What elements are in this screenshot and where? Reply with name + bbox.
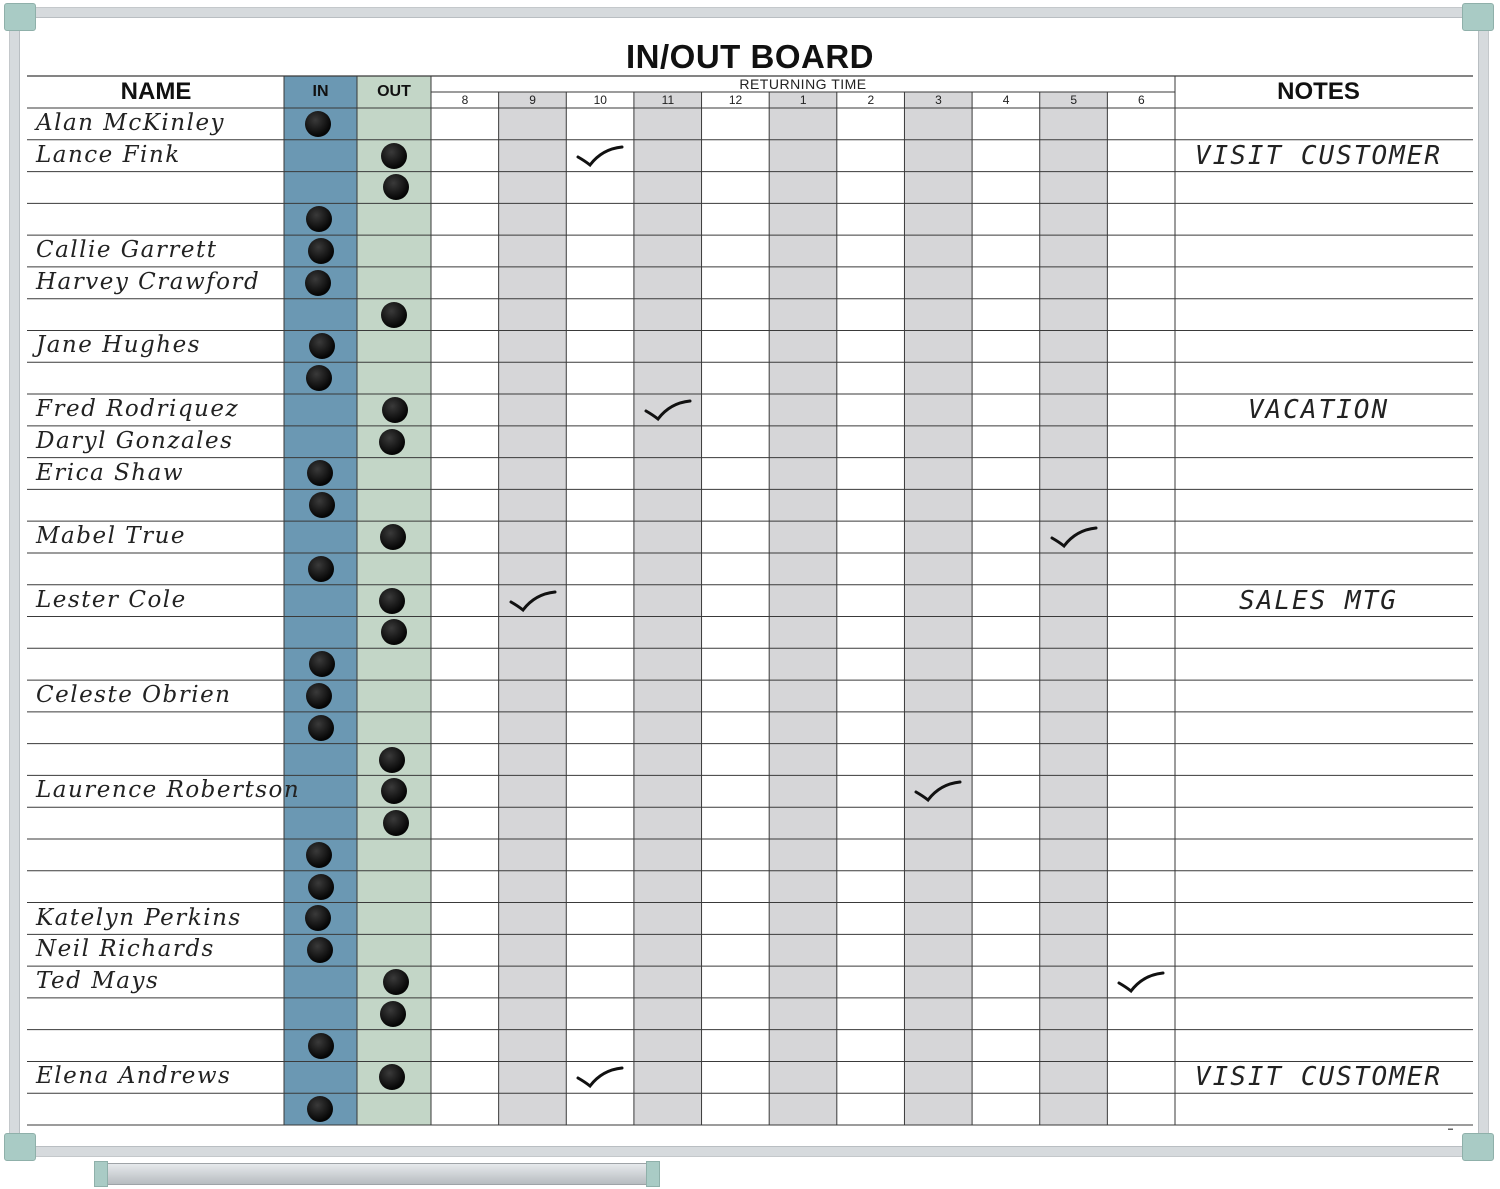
person-name[interactable]: Alan McKinley xyxy=(36,110,226,136)
person-name[interactable]: Laurence Robertson xyxy=(36,777,301,804)
return-time-check-icon[interactable] xyxy=(914,778,964,804)
in-status-magnet[interactable] xyxy=(306,842,332,868)
hour-label: 5 xyxy=(1070,93,1078,107)
hour-column-shade xyxy=(634,92,702,1125)
hour-label: 10 xyxy=(593,93,607,107)
notes-column-header: NOTES xyxy=(1277,78,1360,105)
in-status-magnet[interactable] xyxy=(305,270,331,296)
out-status-magnet[interactable] xyxy=(383,969,409,995)
return-time-check-icon[interactable] xyxy=(644,397,694,423)
person-name[interactable]: Mabel True xyxy=(36,523,187,550)
return-time-check-icon[interactable] xyxy=(576,143,626,169)
hour-column-shade xyxy=(1040,92,1108,1125)
out-status-magnet[interactable] xyxy=(381,143,407,169)
return-time-check-icon[interactable] xyxy=(509,588,559,614)
hour-label: 8 xyxy=(461,93,469,107)
out-status-magnet[interactable] xyxy=(383,810,409,836)
in-status-magnet[interactable] xyxy=(308,874,334,900)
hour-label: 6 xyxy=(1138,93,1145,107)
hour-label: 9 xyxy=(529,93,536,107)
out-status-magnet[interactable] xyxy=(379,588,405,614)
out-status-magnet[interactable] xyxy=(379,429,405,455)
hour-label: 3 xyxy=(935,93,942,107)
hour-label: 2 xyxy=(867,93,875,107)
person-name[interactable]: Neil Richards xyxy=(36,936,215,963)
person-name[interactable]: Harvey Crawford xyxy=(36,268,261,295)
in-status-magnet[interactable] xyxy=(308,715,334,741)
hour-label: 11 xyxy=(661,93,675,107)
in-status-magnet[interactable] xyxy=(308,238,334,264)
person-name[interactable]: Lance Fink xyxy=(36,141,181,168)
in-column-fill xyxy=(284,76,357,1125)
brand-logo: ▬ xyxy=(1448,1126,1453,1132)
note-text[interactable]: SALES MTG xyxy=(1239,585,1398,616)
out-status-magnet[interactable] xyxy=(382,397,408,423)
in-status-magnet[interactable] xyxy=(309,651,335,677)
in-status-magnet[interactable] xyxy=(308,1033,334,1059)
in-status-magnet[interactable] xyxy=(305,111,331,137)
note-text[interactable]: VISIT CUSTOMER xyxy=(1194,140,1443,171)
person-name[interactable]: Lester Cole xyxy=(36,586,187,613)
person-name[interactable]: Jane Hughes xyxy=(36,332,201,359)
hour-label: 1 xyxy=(799,93,807,107)
person-name[interactable]: Katelyn Perkins xyxy=(36,904,242,931)
in-status-magnet[interactable] xyxy=(308,556,334,582)
note-text[interactable]: VACATION xyxy=(1247,395,1390,426)
person-name[interactable]: Callie Garrett xyxy=(36,237,218,264)
out-column-header: OUT xyxy=(377,83,411,100)
in-status-magnet[interactable] xyxy=(306,683,332,709)
person-name[interactable]: Celeste Obrien xyxy=(36,682,232,709)
board-title: IN/OUT BOARD xyxy=(626,38,874,75)
in-status-magnet[interactable] xyxy=(306,365,332,391)
person-name[interactable]: Elena Andrews xyxy=(36,1063,232,1090)
person-name[interactable]: Fred Rodriquez xyxy=(36,396,240,423)
return-time-check-icon[interactable] xyxy=(1050,524,1100,550)
in-status-magnet[interactable] xyxy=(307,1096,333,1122)
in-column-header: IN xyxy=(312,83,329,100)
name-column-header: NAME xyxy=(120,78,192,105)
return-time-check-icon[interactable] xyxy=(1117,969,1167,995)
out-status-magnet[interactable] xyxy=(381,302,407,328)
person-name[interactable]: Erica Shaw xyxy=(36,459,185,486)
out-status-magnet[interactable] xyxy=(380,1001,406,1027)
hour-column-shade xyxy=(769,92,837,1125)
hour-column-shade xyxy=(904,92,972,1125)
hour-label: 12 xyxy=(728,93,743,107)
return-time-check-icon[interactable] xyxy=(576,1064,626,1090)
out-status-magnet[interactable] xyxy=(379,747,405,773)
person-name[interactable]: Ted Mays xyxy=(36,968,160,995)
hour-label: 4 xyxy=(1002,93,1010,107)
note-text[interactable]: VISIT CUSTOMER xyxy=(1194,1062,1443,1093)
person-name[interactable]: Daryl Gonzales xyxy=(36,427,234,454)
out-status-magnet[interactable] xyxy=(380,524,406,550)
returning-time-header: RETURNING TIME xyxy=(739,76,867,92)
